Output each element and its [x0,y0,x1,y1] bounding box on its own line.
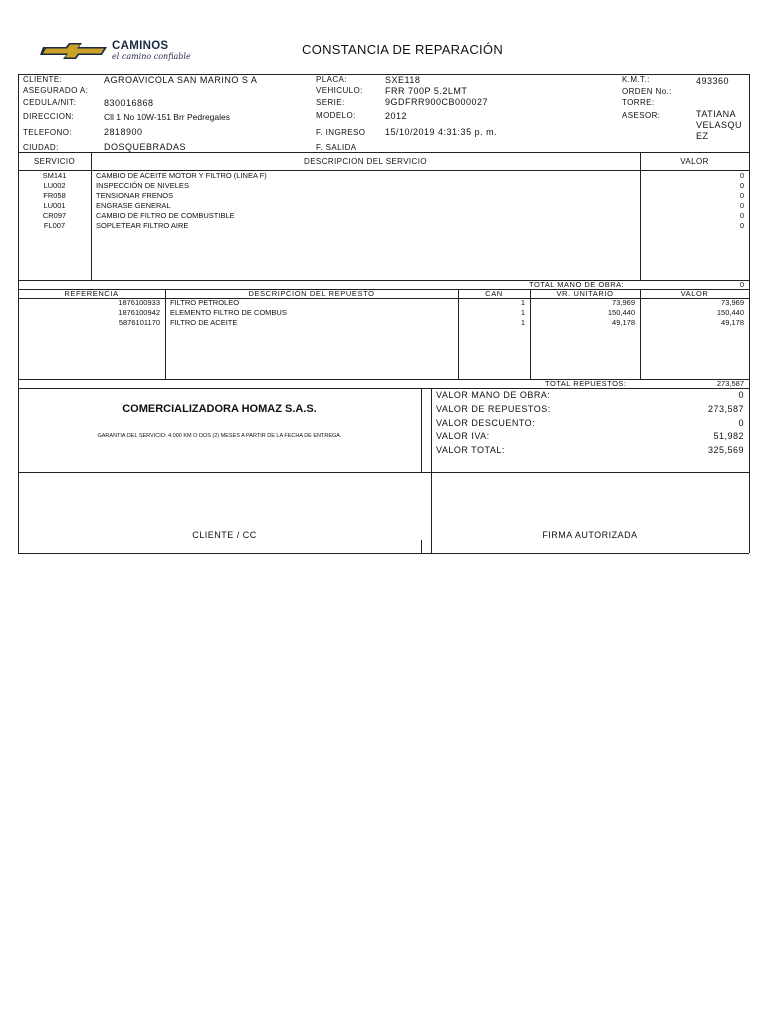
asesor-value-line1: TATIANA [696,109,737,119]
guarantee-note: GARANTIA DEL SERVICIO: 4.000 KM O DOS (2) MESES A PARTIR DE LA FECHA DE ENTREGA. [97,433,342,439]
parts-header-referencia: REFERENCIA [64,289,119,298]
services-header-descripcion: DESCRIPCION DEL SERVICIO [304,157,427,166]
parts-cant-column [458,298,525,328]
signature-firma: FIRMA AUTORIZADA [542,530,638,540]
cedula-label: CEDULA/NIT: [23,98,77,107]
asesor-value-line3: EZ [696,131,709,141]
table-row: CAMBIO DE FILTRO DE COMBUSTIBLE [96,211,235,220]
table-row: 1 [520,318,525,327]
parts-ref-column [18,298,160,328]
table-row: 0 [739,211,744,220]
parts-unit-column [530,298,635,328]
services-header-valor: VALOR [680,157,709,166]
vehiculo-value: FRR 700P 5.2LMT [385,86,468,96]
table-row: 1876100933 [118,298,160,307]
table-row: INSPECCIÓN DE NIVELES [96,181,189,190]
table-row: FR058 [43,191,66,200]
table-row: 49,178 [721,318,744,327]
services-desc-column [96,171,267,231]
table-row: FILTRO DE ACEITE [170,318,238,327]
table-row: ENGRASE GENERAL [96,201,171,210]
cliente-label: CLIENTE: [23,75,63,84]
parts-header-descripcion: DESCRIPCION DEL REPUESTO [248,289,375,298]
table-row: FILTRO PETROLEO [170,298,240,307]
torre-label: TORRE: [622,98,655,107]
total-label: VALOR DE REPUESTOS: [436,404,551,414]
table-row: 1876100942 [118,308,160,317]
modelo-value: 2012 [385,111,408,121]
document-title: CONSTANCIA DE REPARACIÓN [302,42,504,57]
ciudad-value: DOSQUEBRADAS [104,142,187,152]
table-row: 73,969 [721,298,744,307]
table-row: 0 [739,181,744,190]
kmt-value: 493360 [696,76,730,86]
brand-logo [40,40,200,68]
serie-label: SERIE: [316,98,345,107]
brand-name: CAMINOS [112,40,169,52]
cliente-value: AGROAVICOLA SAN MARINO S A [104,75,258,85]
table-row: FL007 [43,221,66,230]
table-row: 0 [739,191,744,200]
placa-label: PLACA: [316,75,347,84]
table-row: 1 [520,298,525,307]
table-row: 5876101170 [118,318,160,327]
kmt-label: K.M.T.: [622,75,650,84]
cedula-value: 830016868 [104,98,154,108]
parts-header-valor: VALOR [680,289,709,298]
asesor-label: ASESOR: [622,111,661,120]
total-label: VALOR TOTAL: [436,445,505,455]
parts-header-unitario: VR. UNITARIO [556,289,614,298]
table-row: LU001 [43,201,66,210]
table-row: 0 [739,221,744,230]
parts-desc-column [170,298,287,328]
bowtie-emblem-icon [40,42,110,60]
total-label: VALOR MANO DE OBRA: [436,390,551,400]
modelo-label: MODELO: [316,111,356,120]
table-row: TENSIONAR FRENOS [96,191,174,200]
company-name: COMERCIALIZADORA HOMAZ S.A.S. [122,403,317,415]
table-row: 73,969 [612,298,635,307]
services-header-servicio: SERVICIO [33,157,76,166]
ciudad-label: CIUDAD: [23,143,59,152]
salida-label: F. SALIDA [316,143,357,152]
table-row: 49,178 [612,318,635,327]
table-row: CR097 [42,211,67,220]
parts-valor-column [640,298,744,328]
direccion-label: DIRECCION: [23,112,75,121]
total-label: VALOR DESCUENTO: [436,418,536,428]
table-row: 1 [520,308,525,317]
orden-label: ORDEN No.: [622,87,672,96]
parts-header-cant: CAN [485,289,503,298]
total-repuestos-label: TOTAL REPUESTOS: [545,379,627,388]
services-code-column [18,171,91,231]
table-row: SOPLETEAR FILTRO AIRE [96,221,189,230]
asegurado-label: ASEGURADO A: [23,86,89,95]
signature-cliente: CLIENTE / CC [192,530,257,540]
direccion-value: Cll 1 No 10W-151 Brr Pedregales [104,112,230,122]
table-row: 150,440 [607,308,635,317]
telefono-value: 2818900 [104,127,143,137]
total-value: 51,982 [713,431,744,441]
total-mano-obra-label: TOTAL MANO DE OBRA: [529,280,625,289]
vehiculo-label: VEHICULO: [316,86,363,95]
placa-value: SXE118 [385,75,421,85]
table-row: 0 [739,171,744,180]
services-valor-column [640,171,744,231]
serie-value: 9GDFRR900CB000027 [385,97,489,107]
asesor-value-line2: VELASQU [696,120,743,130]
total-value: 273,587 [707,404,744,414]
table-row: LU002 [43,181,66,190]
total-repuestos-value: 273,587 [716,379,744,388]
total-value: 0 [738,418,744,428]
ingreso-value: 15/10/2019 4:31:35 p. m. [385,127,498,137]
table-row: SM141 [42,171,67,180]
ingreso-label: F. INGRESO [316,128,366,137]
table-row: CAMBIO DE ACEITE MOTOR Y FILTRO (LINEA F) [96,171,267,180]
total-mano-obra-value: 0 [739,280,744,289]
total-value: 325,569 [707,445,744,455]
table-row: ELEMENTO FILTRO DE COMBUS [170,308,287,317]
total-value: 0 [738,390,744,400]
total-label: VALOR IVA: [436,431,490,441]
telefono-label: TELEFONO: [23,128,72,137]
table-row: 0 [739,201,744,210]
brand-tagline: el camino confiable [112,52,191,61]
table-row: 150,440 [716,308,744,317]
